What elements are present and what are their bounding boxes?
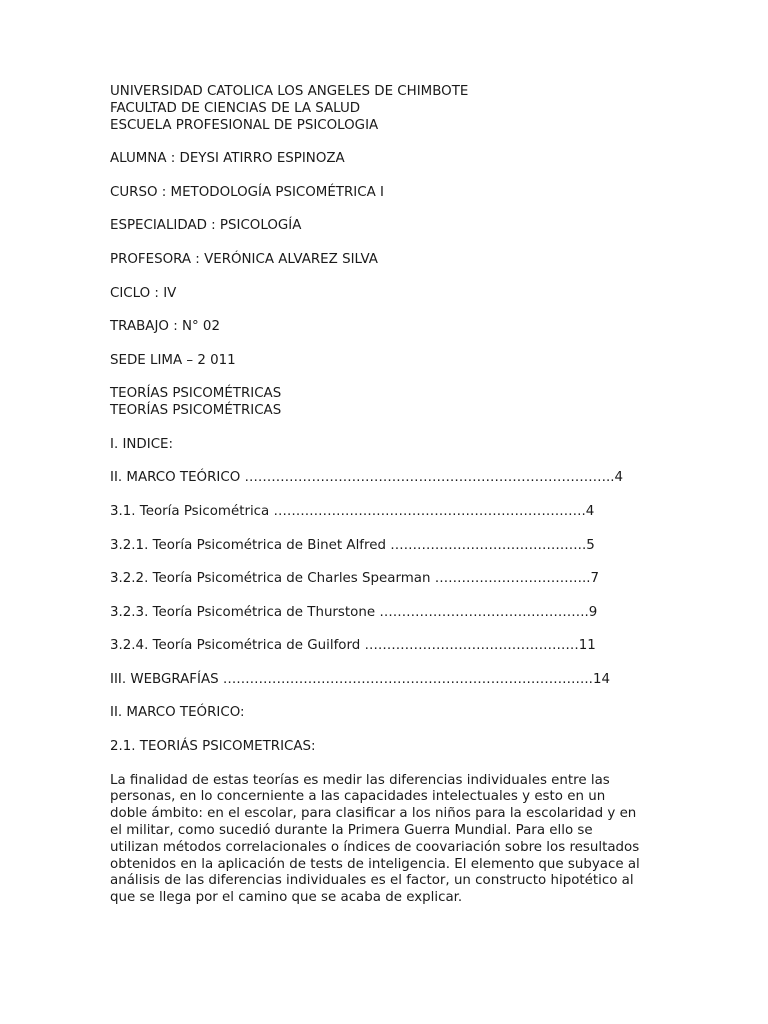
student-line: ALUMNA : DEYSI ATIRRO ESPINOZA xyxy=(110,151,345,167)
toc-heading: I. INDICE: xyxy=(110,436,174,452)
toc-item: 3.2.3. Teoría Psicométrica de Thurstone ………………………………………..9 xyxy=(110,604,598,620)
cycle-line: CICLO : IV xyxy=(110,285,177,301)
subsection-heading: 2.1. TEORIÁS PSICOMETRICAS: xyxy=(110,739,316,755)
toc-item: III. WEBGRAFÍAS ………………………………………………………………………..14 xyxy=(110,671,610,687)
toc-item: 3.2.2. Teoría Psicométrica de Charles Spearman ……………………………..7 xyxy=(110,571,600,587)
professor-line: PROFESORA : VERÓNICA ALVAREZ SILVA xyxy=(110,251,378,267)
toc-item: 3.1. Teoría Psicométrica …………………………………………………………….4 xyxy=(110,503,595,519)
document-title: TEORÍAS PSICOMÉTRICAS xyxy=(110,386,282,402)
body-paragraph: La finalidad de estas teorías es medir las diferencias individuales entre las personas, en lo concerniente a las capacidades intelectuales y esto en un doble ámbito: en el escolar, para clasificar a los niños para la escolaridad y en el militar, como sucedió durante la Primera Guerra Mundial. Para ello se utilizan métodos correlacionales o índices de coovariación sobre los resultados obtenidos en la aplicación de tests de inteligencia. El elemento que subyace al análisis de las diferencias individuales es el factor, un constructo hipotético al que se llega por el camino que se acaba de explicar. xyxy=(110,772,640,906)
toc-item: 3.2.1. Teoría Psicométrica de Binet Alfred ……………………………………..5 xyxy=(110,537,595,553)
university-name: UNIVERSIDAD CATOLICA LOS ANGELES DE CHIMBOTE xyxy=(110,84,469,99)
campus-line: SEDE LIMA – 2 011 xyxy=(110,352,236,368)
faculty-name: FACULTAD DE CIENCIAS DE LA SALUD xyxy=(110,100,361,116)
document-title-repeat: TEORÍAS PSICOMÉTRICAS xyxy=(110,403,282,419)
course-line: CURSO : METODOLOGÍA PSICOMÉTRICA I xyxy=(110,184,384,200)
school-name: ESCUELA PROFESIONAL DE PSICOLOGIA xyxy=(110,117,379,133)
work-line: TRABAJO : N° 02 xyxy=(110,319,220,335)
specialty-line: ESPECIALIDAD : PSICOLOGÍA xyxy=(110,218,302,234)
section-heading: II. MARCO TEÓRICO: xyxy=(110,705,245,721)
document-content xyxy=(110,84,650,907)
toc-item: 3.2.4. Teoría Psicométrica de Guilford …………………………………………11 xyxy=(110,638,596,654)
toc-item: II. MARCO TEÓRICO ………………………………………………………………………..4 xyxy=(110,470,624,486)
